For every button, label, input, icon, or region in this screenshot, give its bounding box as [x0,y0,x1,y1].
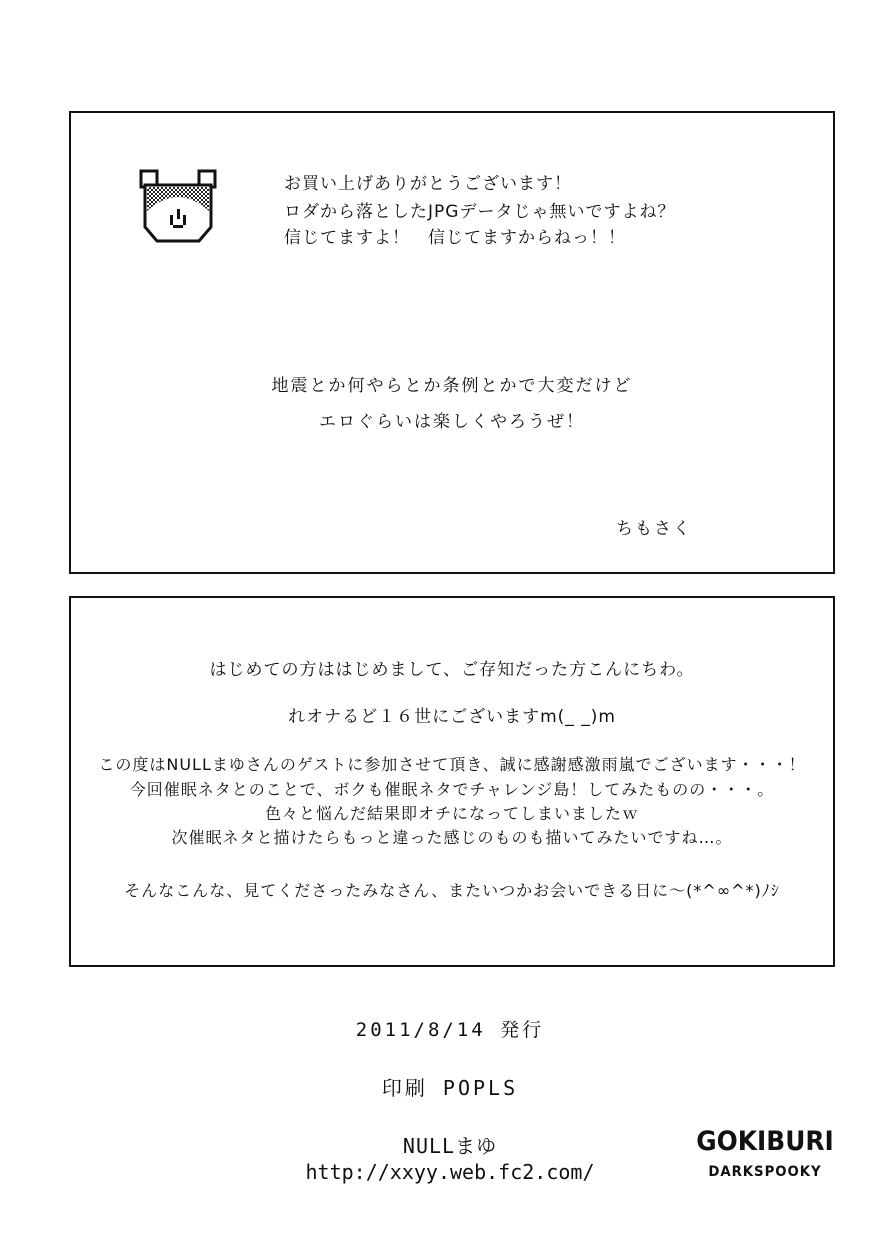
gokiburi-logo [690,1126,840,1196]
greeting-line: ロダから落としたJPGデータじゃ無いですよね？ [284,202,676,222]
message-line: エロぐらいは楽しくやろうぜ！ [319,412,585,432]
guest-line: 今回催眠ネタとのことで、ボクも催眠ネタでチャレンジ島！してみたものの・・・。 [129,780,775,799]
logo-main-text: GOKIBURI [696,1126,834,1157]
greeting-line: 信じてますよ！ 信じてますからねっ！！ [284,228,626,248]
logo-sub-text: DARKSPOOKY [708,1164,822,1180]
afterword-box-chimosaku [69,111,835,574]
guest-line: 次催眠ネタと描けたらもっと違った感じのものも描いてみたいですね…。 [171,828,733,847]
circle-name: NULLまゆ [402,1134,498,1158]
publication-date: 2011/8/14 発行 [355,1019,545,1041]
author-signature: ちもさく [616,519,692,539]
greeting-line: お買い上げありがとうございます！ [284,174,572,194]
circle-url: http://xxyy.web.fc2.com/ [305,1160,595,1184]
message-line: 地震とか何やらとか条例とかで大変だけど [271,376,633,396]
pixel-bear-face-icon [137,167,219,249]
printer-credit: 印刷 POPLS [381,1076,519,1100]
afterword-box-guest [69,596,835,967]
guest-line: そんなこんな、見てくださったみなさん、またいつかお会いできる日に～(*^∞^*)ﾉｼ [124,881,780,900]
guest-line: れオナるど１６世にございますm(_ _)m [288,707,616,727]
guest-line: この度はNULLまゆさんのゲストに参加させて頂き、誠に感謝感激雨嵐でございます・・・！ [98,755,806,774]
guest-line: はじめての方ははじめまして、ご存知だった方こんにちわ。 [209,660,695,680]
guest-line: 色々と悩んだ結果即オチになってしまいましたｗ [264,804,639,823]
